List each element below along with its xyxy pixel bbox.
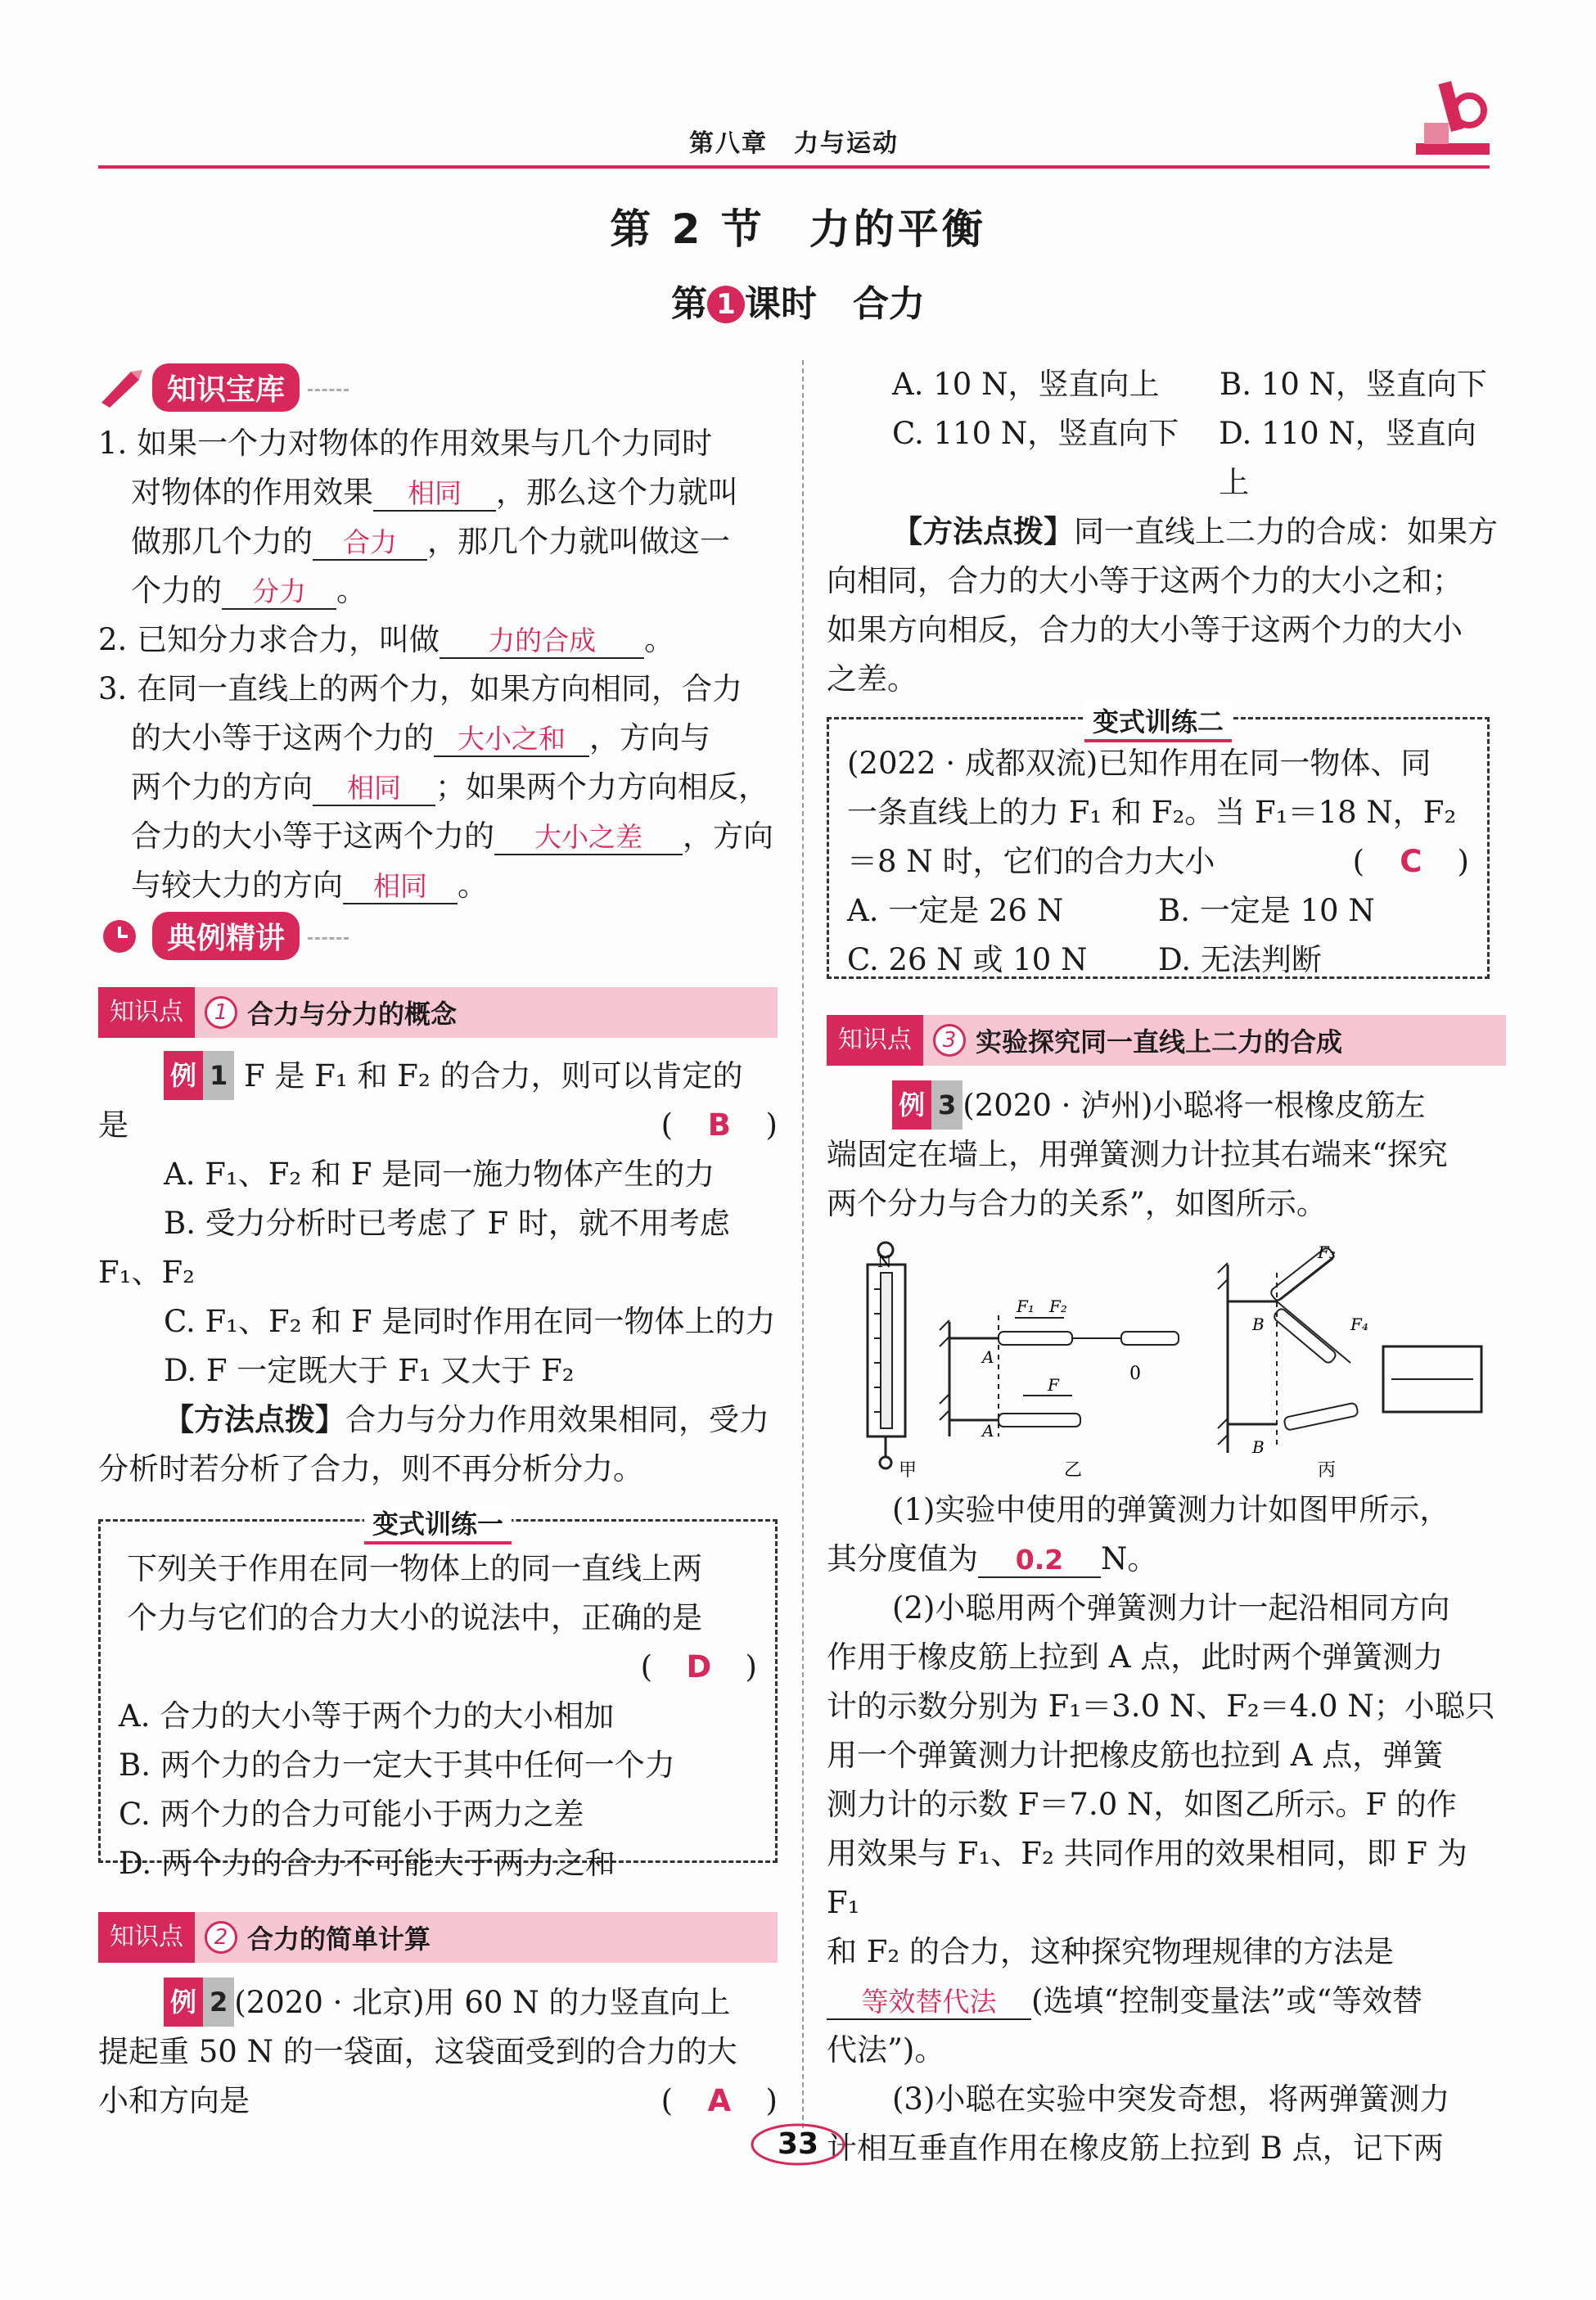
tip2-line1: 【方法点拨】同一直线上二力的合成：如果方 xyxy=(892,514,1498,549)
ex1-option-b-cont: F₁、F₂ xyxy=(98,1255,196,1290)
q3-line1: 3. 在同一直线上的两个力，如果方向相同，合力 xyxy=(98,671,743,706)
q1-line2: 对物体的作用效果 相同 ，那么这个力就叫 xyxy=(131,475,738,510)
ex2-answer[interactable]: A xyxy=(707,2083,732,2118)
q3-line5: 与较大力的方向 相同 。 xyxy=(131,868,488,903)
fig-F: F xyxy=(1048,1375,1059,1395)
t2-option-d: D. 无法判断 xyxy=(1158,942,1322,977)
ex3-p2i: 代法”)。 xyxy=(827,2032,945,2068)
ex3-p2f: 用效果与 F₁、F₂ 共同作用的效果相同，即 F 为 F₁ xyxy=(827,1836,1468,1920)
ex2-stem2: 提起重 50 N 的一袋面，这袋面受到的合力的大 xyxy=(98,2034,737,2069)
q1-blank3[interactable]: 分力 xyxy=(222,575,336,610)
q1-blank2[interactable]: 合力 xyxy=(313,526,427,561)
ex2-stem: 例 2 (2020 · 北京)用 60 N 的力竖直向上 xyxy=(98,1978,778,2027)
ex1-tip: 【方法点拨】合力与分力作用效果相同，受力 xyxy=(164,1402,769,1437)
q2-blank1[interactable]: 力的合成 xyxy=(440,625,644,659)
setup-bing xyxy=(1218,1247,1481,1453)
fig-A2: A xyxy=(982,1421,994,1441)
lesson-title xyxy=(0,274,1596,327)
ex2-stem3: 小和方向是 ( A ) xyxy=(98,2077,778,2126)
fig-F2: F₂ xyxy=(1049,1297,1067,1316)
t1-option-d: D. 两个力的合力不可能大于两力之和 xyxy=(119,1846,615,1881)
header-dash xyxy=(308,931,349,940)
fig-F4: F₄ xyxy=(1350,1315,1368,1334)
page-number: 33 xyxy=(777,2127,819,2161)
kp-tag: 知识点 xyxy=(827,1015,923,1066)
q3-line2: 的大小等于这两个力的 大小之和 ，方向与 xyxy=(131,720,710,755)
section-title: 第 2 节 力的平衡 xyxy=(610,205,986,253)
tip2-line4: 之差。 xyxy=(827,661,917,697)
fig-N: N xyxy=(877,1251,892,1271)
microscope-icon xyxy=(1408,65,1498,164)
t2-option-c: C. 26 N 或 10 N xyxy=(847,942,1088,977)
pen-icon xyxy=(98,367,144,408)
training-title-1: 变式训练一 xyxy=(364,1504,512,1545)
t1-stem2: 个力与它们的合力大小的说法中，正确的是 xyxy=(127,1600,702,1635)
examples-header xyxy=(98,909,778,963)
ex3-blank1[interactable]: 0.2 xyxy=(978,1544,1101,1578)
clock-icon xyxy=(98,915,144,956)
ex1-answer[interactable]: B xyxy=(707,1107,731,1143)
q3-blank3[interactable]: 大小之差 xyxy=(494,821,683,855)
lesson-number-badge: 1 xyxy=(707,286,745,323)
q2-line1: 2. 已知分力求合力，叫做 力的合成 。 xyxy=(98,622,675,657)
ex2-option-b: B. 10 N，竖直向下 xyxy=(1220,367,1487,402)
ex3-p3a: (3)小聪在实验中突发奇想，将两弹簧测力 xyxy=(892,2081,1450,2117)
t2-answer[interactable]: C xyxy=(1400,844,1422,879)
training-box-1 xyxy=(98,1509,778,1881)
ex1-stem2: 是 ( B ) xyxy=(98,1101,778,1150)
ex2-option-d: D. 110 N，竖直向上 xyxy=(1219,416,1477,500)
ex3-p2c: 计的示数分别为 F₁＝3.0 N、F₂＝4.0 N；小聪只 xyxy=(827,1689,1495,1724)
kp-tag: 知识点 xyxy=(98,1912,195,1963)
t2-options-row2 xyxy=(847,936,1469,985)
ex3-p2d: 用一个弹簧测力计把橡皮筋也拉到 A 点，弹簧 xyxy=(827,1738,1444,1773)
t1-answer-line: ( D ) xyxy=(119,1643,757,1692)
t1-option-b: B. 两个力的合力一定大于其中任何一个力 xyxy=(119,1748,675,1783)
example-badge: 例 3 xyxy=(892,1080,963,1130)
fig-yi: 乙 xyxy=(1064,1460,1083,1477)
ex1-option-c: C. F₁、F₂ 和 F 是同时作用在同一物体上的力 xyxy=(164,1304,776,1339)
kp-title: 实验探究同一直线上二力的合成 xyxy=(976,1026,1343,1058)
ex3-p1a: (1)实验中使用的弹簧测力计如图甲所示， xyxy=(892,1492,1450,1527)
training-title-2: 变式训练二 xyxy=(1084,701,1232,742)
example-badge: 例 2 xyxy=(164,1978,234,2027)
chapter-title: 第八章 力与运动 xyxy=(689,129,899,158)
kp-number: 2 xyxy=(205,1921,237,1954)
knowledge-point-2 xyxy=(98,1912,778,1963)
t2-stem3: ＝8 N 时，它们的合力大小 ( C ) xyxy=(847,837,1469,886)
knowledge-point-3 xyxy=(827,1015,1506,1066)
fig-jia: 甲 xyxy=(899,1460,917,1477)
q3-blank1[interactable]: 大小之和 xyxy=(434,723,589,757)
ex3-p3b: 计相互垂直作用在橡皮筋上拉到 B 点，记下两 xyxy=(827,2131,1444,2166)
ex1-stem: 例 1 F 是 F₁ 和 F₂ 的合力，则可以肯定的 xyxy=(98,1051,778,1101)
q1-line4: 个力的 分力 。 xyxy=(131,573,367,608)
example-1 xyxy=(98,1051,778,1494)
ex3-p2a: (2)小聪用两个弹簧测力计一起沿相同方向 xyxy=(892,1590,1450,1626)
q3-line4: 合力的大小等于这两个力的 大小之差 ，方向 xyxy=(131,819,773,854)
ex3-p2g: 和 F₂ 的合力，这种探究物理规律的方法是 xyxy=(827,1934,1395,1969)
t1-stem1: 下列关于作用在同一物体上的同一直线上两 xyxy=(127,1551,702,1586)
fig-B1: B xyxy=(1252,1315,1265,1334)
t2-stem1: (2022 · 成都双流)已知作用在同一物体、同 xyxy=(847,746,1431,781)
ex3-p2e: 测力计的示数 F＝7.0 N，如图乙所示。F 的作 xyxy=(827,1787,1457,1822)
knowledge-section xyxy=(98,360,778,910)
kp-title: 合力与分力的概念 xyxy=(247,999,458,1030)
ex3-blank2[interactable]: 等效替代法 xyxy=(827,1986,1031,2020)
ex3-p2h: 等效替代法 (选填“控制变量法”或“等效替 xyxy=(827,1977,1506,2026)
ex3-stem3: 两个分力与合力的关系”，如图所示。 xyxy=(827,1186,1327,1221)
lesson-suffix: 课时 合力 xyxy=(745,283,925,325)
t1-option-c: C. 两个力的合力可能小于两力之差 xyxy=(119,1797,584,1832)
knowledge-header xyxy=(98,360,778,414)
ex2-options xyxy=(827,360,1506,704)
example-badge: 例 1 xyxy=(164,1051,234,1100)
kp-number: 3 xyxy=(933,1024,966,1057)
lesson-prefix: 第 xyxy=(671,283,707,325)
kp-title: 合力的简单计算 xyxy=(247,1923,431,1955)
fig-bing: 丙 xyxy=(1318,1460,1337,1477)
tip2-line2: 向相同，合力的大小等于这两个力的大小之和； xyxy=(827,563,1463,598)
q3-blank2[interactable]: 相同 xyxy=(313,772,435,806)
ex1-tip-cont: 分析时若分析了合力，则不再分析分力。 xyxy=(98,1451,643,1486)
kp-tag: 知识点 xyxy=(98,987,195,1038)
q1-line1: 1. 如果一个力对物体的作用效果与几个力同时 xyxy=(98,426,713,461)
tip2-line3: 如果方向相反，合力的大小等于这两个力的大小 xyxy=(827,612,1463,647)
knowledge-point-1 xyxy=(98,987,778,1038)
t2-options-row1 xyxy=(847,886,1469,936)
q3-line3: 两个力的方向 相同 ；如果两个力方向相反， xyxy=(131,769,769,805)
t2-stem2: 一条直线上的力 F₁ 和 F₂。当 F₁＝18 N，F₂ xyxy=(847,795,1457,830)
t1-answer[interactable]: D xyxy=(686,1649,712,1684)
t2-option-b: B. 一定是 10 N xyxy=(1158,893,1375,928)
q3-blank4[interactable]: 相同 xyxy=(343,870,458,904)
fig-F1: F₁ xyxy=(1017,1297,1035,1316)
fig-A1: A xyxy=(982,1347,994,1367)
fig-F3: F₃ xyxy=(1318,1242,1336,1262)
t1-option-a: A. 合力的大小等于两个力的大小相加 xyxy=(119,1698,615,1734)
ex2-option-a: A. 10 N，竖直向上 xyxy=(892,367,1160,402)
training-box-2 xyxy=(827,706,1490,979)
q1-blank1[interactable]: 相同 xyxy=(373,477,496,512)
fig-zero: 0 xyxy=(1129,1364,1141,1384)
kp-number: 1 xyxy=(205,996,237,1029)
fig-B2: B xyxy=(1252,1437,1265,1457)
q1-line3: 做那几个力的 合力 ，那几个力就叫做这一 xyxy=(131,524,730,559)
experiment-figure xyxy=(827,1240,1506,1477)
ex2-options-row2 xyxy=(827,409,1506,507)
example-3 xyxy=(827,1080,1506,2173)
spring-scale-jia xyxy=(868,1242,917,1477)
column-divider xyxy=(802,360,804,2128)
ex1-option-b: B. 受力分析时已考虑了 F 时，就不用考虑 xyxy=(164,1206,730,1241)
t2-option-a: A. 一定是 26 N xyxy=(847,893,1064,928)
ex3-stem: 例 3 (2020 · 泸州)小聪将一根橡皮筋左 xyxy=(827,1080,1506,1130)
header-rule xyxy=(98,165,1490,169)
example-2 xyxy=(98,1978,778,2126)
examples-title: 典例精讲 xyxy=(152,912,300,960)
ex1-option-d: D. F 一定既大于 F₁ 又大于 F₂ xyxy=(164,1353,575,1388)
ex3-stem2: 端固定在墙上，用弹簧测力计拉其右端来“探究 xyxy=(827,1137,1448,1172)
chapter-header xyxy=(98,115,1490,169)
ex1-option-a: A. F₁、F₂ 和 F 是同一施力物体产生的力 xyxy=(164,1157,715,1192)
ex2-option-c: C. 110 N，竖直向下 xyxy=(892,416,1179,451)
ex2-options-row1 xyxy=(827,360,1506,409)
header-dash xyxy=(308,383,349,391)
ex3-p1b: 其分度值为 0.2 N。 xyxy=(827,1541,1158,1576)
knowledge-title: 知识宝库 xyxy=(152,363,300,412)
ex3-p2b: 作用于橡皮筋上拉到 A 点，此时两个弹簧测力 xyxy=(827,1639,1444,1675)
setup-yi xyxy=(940,1315,1179,1436)
